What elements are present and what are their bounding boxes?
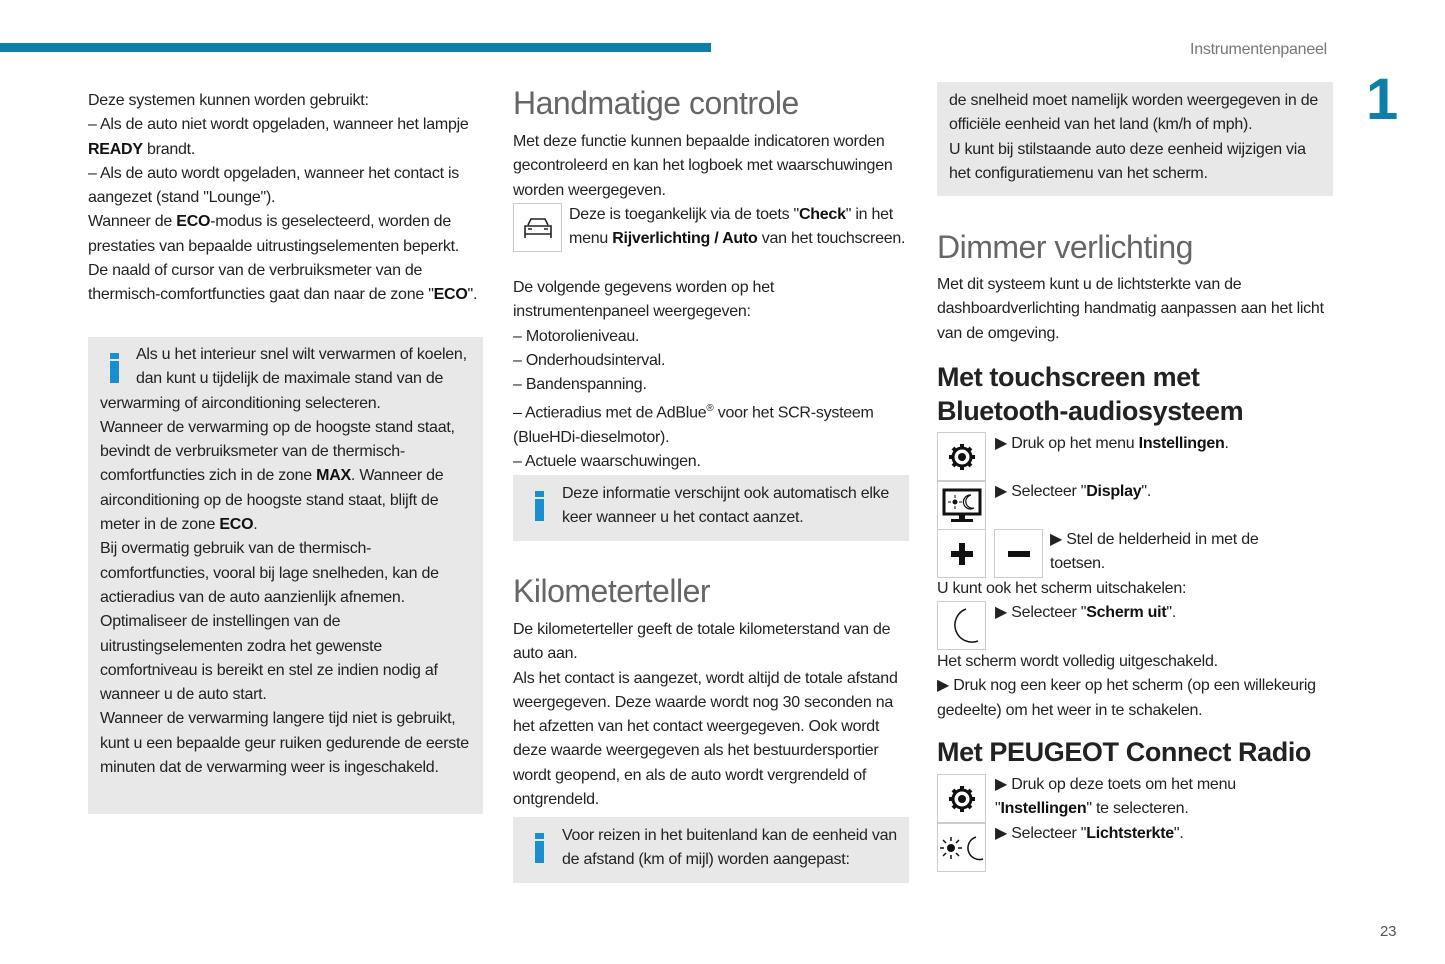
- data-list: [513, 276, 909, 475]
- display-brightness-icon: [942, 487, 982, 525]
- step-lichtsterkte: [995, 822, 1325, 846]
- minus-icon: [1008, 551, 1030, 557]
- text: Als het contact is aangezet, wordt altijd de totale afstand weergegeven. Deze waarde wordt nog 30 seconden na het afzetten van het contact weergegeven. Ook wordt deze waarde weergegeven als het bestuurdersportier wordt geopend, en als de auto wordt vergrendeld of ontgrendeld.: [513, 669, 898, 809]
- text: ▶ Druk nog een keer op het scherm (op een willekeurig gedeelte) om het weer in te schakelen.: [937, 677, 1316, 719]
- heading-bluetooth: Met touchscreen met Bluetooth-audiosysteem: [937, 362, 1244, 426]
- paragraph: [513, 667, 909, 813]
- text: Met deze functie kunnen bepaalde indicatoren worden gecontroleerd en kan het logboek met waarschuwingen worden weergegeven.: [513, 133, 893, 199]
- unit-box: [937, 82, 1333, 196]
- step-radio-settings: [995, 773, 1325, 822]
- text: ®: [706, 403, 714, 415]
- paragraph: [995, 432, 1325, 456]
- paragraph: [949, 138, 1321, 187]
- info-box-heating: [88, 337, 483, 814]
- settings-icon-box-radio: [937, 774, 986, 823]
- dimmer-text: [937, 273, 1333, 346]
- page-number: 23: [1380, 923, 1397, 940]
- text: ▶ Druk op het menu: [995, 435, 1139, 452]
- text: " te selecteren.: [1086, 800, 1189, 818]
- text: Bij overmatig gebruik van de thermisch-comfortfuncties, vooral bij lage snelheden, kan de actieradius van de auto aanzienlijk afnemen.: [100, 540, 439, 606]
- step-brightness: [1050, 528, 1310, 577]
- step-settings: [995, 432, 1325, 456]
- paragraph: [513, 203, 909, 252]
- text: De kilometerteller geeft de totale kilometerstand van de auto aan.: [513, 621, 891, 663]
- paragraph: [949, 89, 1321, 138]
- paragraph: [562, 482, 897, 531]
- section-title: Instrumentenpaneel: [1190, 41, 1327, 58]
- text: ".: [467, 286, 478, 304]
- text: ▶ Selecteer ": [995, 825, 1087, 842]
- header-accent-bar: [0, 43, 711, 52]
- bold-text: Instellingen: [1000, 800, 1087, 818]
- gear-icon: [947, 442, 977, 472]
- text: Met dit systeem kunt u de lichtsterkte van de dashboardverlichting handmatig aanpassen aan het licht van de omgeving.: [937, 276, 1324, 342]
- bold-text: Rijverlichting / Auto: [612, 230, 758, 248]
- text: ▶ Selecteer ": [995, 483, 1087, 500]
- text: brandt.: [142, 140, 196, 158]
- manual-intro: [513, 130, 909, 203]
- bold-text: Check: [798, 206, 846, 223]
- heading-handmatige-controle: Handmatige controle: [513, 85, 799, 121]
- info-icon: [535, 833, 544, 861]
- bold-text: Instellingen: [1138, 435, 1225, 452]
- paragraph: [995, 601, 1325, 625]
- paragraph: [88, 113, 483, 162]
- bold-text: READY: [88, 140, 143, 158]
- paragraph: [513, 349, 909, 373]
- info-box-unit: [513, 817, 909, 883]
- paragraph: [513, 130, 909, 203]
- heading-connect-radio: Met PEUGEOT Connect Radio: [937, 737, 1312, 767]
- paragraph: [513, 276, 909, 325]
- moon-icon: [944, 607, 980, 645]
- paragraph: [100, 610, 471, 707]
- paragraph: [513, 450, 909, 474]
- screen-off-icon-box: [937, 601, 986, 650]
- bold-text: Lichtsterkte: [1086, 825, 1174, 842]
- paragraph: [100, 343, 471, 416]
- paragraph: [88, 210, 483, 307]
- info-text: [562, 824, 897, 873]
- text: – Motorolieniveau.: [513, 327, 640, 345]
- text: Het scherm wordt volledig uitgeschakeld.: [937, 653, 1218, 670]
- text: – Actieradius met de AdBlue: [513, 404, 707, 422]
- paragraph: [513, 618, 909, 667]
- bold-text: ECO: [219, 516, 254, 534]
- display-icon-box: [937, 481, 986, 530]
- text: Voor reizen in het buitenland kan de eenheid van de afstand (km of mijl) worden aangepast:: [562, 827, 897, 869]
- bold-text: Display: [1086, 483, 1142, 500]
- text: ▶ Selecteer ": [995, 604, 1087, 621]
- text: Deze systemen kunnen worden gebruikt:: [88, 92, 369, 109]
- paragraph: [100, 537, 471, 610]
- text: Deze informatie verschijnt ook automatisch elke keer wanneer u het contact aanzet.: [562, 485, 890, 527]
- paragraph: [513, 397, 909, 450]
- check-text: [513, 203, 909, 252]
- paragraph: [937, 650, 1333, 674]
- text: .: [253, 516, 258, 534]
- plus-icon: [951, 543, 973, 565]
- info-icon: [535, 491, 544, 519]
- text: voor het SCR-systeem (BlueHDi-dieselmotor).: [513, 404, 874, 447]
- paragraph: [88, 162, 483, 211]
- gear-icon: [947, 784, 977, 814]
- text: Wanneer de verwarming langere tijd niet is gebruikt, kunt u een bepaalde geur ruiken gedurende de eerste minuten dat de verwarming weer is ingeschakeld.: [100, 710, 469, 777]
- paragraph: [88, 89, 483, 113]
- text: Deze is toegankelijk via de toets ": [569, 206, 799, 223]
- settings-icon-box: [937, 432, 986, 481]
- text: – Als de auto wordt opgeladen, wanneer het contact is aangezet (stand "Lounge").: [88, 164, 460, 207]
- intro-text: [88, 89, 483, 308]
- chapter-number: 1: [1366, 67, 1399, 132]
- text: U kunt ook het scherm uitschakelen:: [937, 580, 1187, 597]
- paragraph: [100, 416, 471, 537]
- plus-button-box: [937, 529, 986, 578]
- text: U kunt bij stilstaande auto deze eenheid wijzigen via het configuratiemenu van het scherm.: [949, 140, 1306, 182]
- km-text: [513, 618, 909, 812]
- step-screen-off: [995, 601, 1325, 625]
- text: ".: [1166, 604, 1177, 621]
- paragraph: [513, 373, 909, 397]
- minus-button-box: [994, 529, 1043, 578]
- bold-text: Scherm uit: [1086, 604, 1167, 621]
- brightness-icon-box: [937, 823, 986, 872]
- text: Optimaliseer de instellingen van de uitrustingselementen zodra het gewenste comfortniveau is bereikt en stel ze indien nodig af wanneer u de auto start.: [100, 613, 438, 704]
- info-text: [562, 482, 897, 531]
- text: van het touchscreen.: [757, 230, 906, 248]
- paragraph: [995, 822, 1325, 846]
- text: ▶ Druk op deze toets om het menu ": [995, 776, 1236, 818]
- paragraph: [1050, 528, 1310, 577]
- text: Wanneer de: [88, 213, 177, 231]
- paragraph: [937, 577, 1333, 601]
- paragraph: [995, 480, 1325, 504]
- info-text: [100, 343, 471, 780]
- bold-text: ECO: [433, 286, 468, 304]
- text: – Als de auto niet wordt opgeladen, wanneer het lampje: [88, 116, 469, 134]
- paragraph: [995, 773, 1325, 822]
- text: de snelheid moet namelijk worden weergegeven in de officiële eenheid van het land (km/h of mph).: [949, 92, 1319, 134]
- text: De volgende gegevens worden op het instrumentenpaneel weergegeven:: [513, 279, 775, 321]
- heading-kilometerteller: Kilometerteller: [513, 573, 711, 609]
- text: Als u het interieur snel wilt verwarmen of koelen, dan kunt u tijdelijk de maximale stand van de verwarming of airconditioning selecteren.: [100, 346, 467, 412]
- icon-spacer: [513, 203, 569, 251]
- text: ".: [1173, 825, 1184, 842]
- text: ▶ Stel de helderheid in met de toetsen.: [1050, 531, 1259, 573]
- paragraph: [937, 273, 1333, 346]
- step-display: [995, 480, 1325, 504]
- bold-text: MAX: [316, 467, 351, 485]
- paragraph: [513, 325, 909, 349]
- paragraph: [562, 824, 897, 873]
- info-box-auto: [513, 475, 909, 541]
- screen-off-result: [937, 650, 1333, 723]
- info-icon: [110, 353, 119, 381]
- check-text-block: [513, 203, 909, 252]
- text: Wanneer de verwarming op de hoogste stand staat, bevindt de verbruiksmeter van de thermisch-comfortfuncties zich in de zone: [100, 418, 455, 485]
- text: .: [1224, 435, 1229, 452]
- paragraph: [937, 674, 1333, 723]
- text: . Wanneer de airconditioning op de hoogste stand staat, blijft de meter in de zone: [100, 467, 444, 534]
- sun-moon-icon: [940, 834, 984, 862]
- text: -modus is geselecteerd, worden de prestaties van bepaalde uitrustingselementen beperkt. De naald of cursor van de verbruiksmeter van de thermisch-comfortfuncties gaat dan naar de zone ": [88, 213, 459, 304]
- text: – Onderhoudsinterval.: [513, 351, 666, 369]
- text: – Actuele waarschuwingen.: [513, 453, 701, 471]
- text: " in het menu: [569, 206, 893, 248]
- bold-text: ECO: [176, 213, 211, 231]
- paragraph: [100, 707, 471, 780]
- screen-off-text: [937, 577, 1333, 601]
- text: ".: [1141, 483, 1152, 500]
- heading-dimmer: Dimmer verlichting: [937, 229, 1193, 265]
- text: – Bandenspanning.: [513, 376, 647, 394]
